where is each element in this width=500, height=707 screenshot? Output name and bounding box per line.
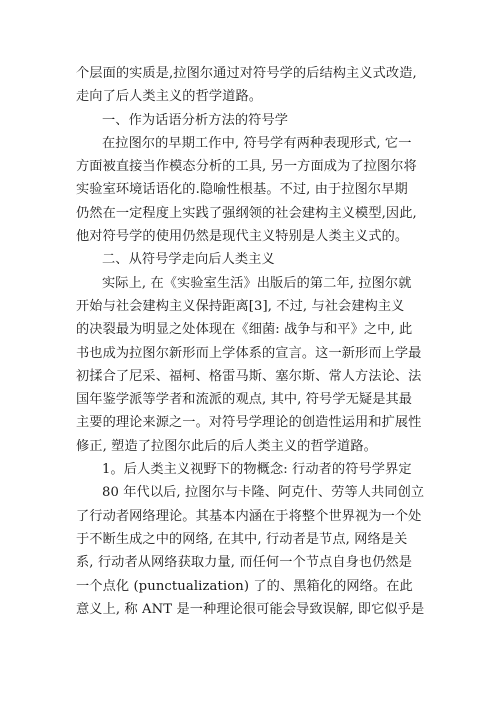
section-heading: 一、作为话语分析方法的符号学 xyxy=(102,112,289,128)
paragraph-line: 于不断生成之中的网络, 在其中, 行动者是节点, 网络是关 xyxy=(76,531,408,547)
paragraph-line: 的决裂最为明显之处体现在《细菌: 战争与和平》之中, 此 xyxy=(76,322,413,338)
paragraph-line: 个层面的实质是,拉图尔通过对符号学的后结构主义式改造, xyxy=(76,66,417,81)
paragraph-line: 实际上, 在《实验室生活》出版后的第二年, 拉图尔就 xyxy=(102,275,412,291)
paragraph-line: 意义上, 称 ANT 是一种理论很可能会导致误解, 即它似乎是 xyxy=(76,601,425,617)
paragraph-line: 实验室环境话语化的.隐喻性根基。不过, 由于拉图尔早期 xyxy=(76,182,408,198)
paragraph-line: 书也成为拉图尔新形而上学体系的宣言。这一新形而上学最 xyxy=(76,345,422,361)
paragraph-line: 80 年代以后, 拉图尔与卡隆、阿克什、劳等人共同创立 xyxy=(102,485,425,501)
paragraph-line: 修正, 塑造了拉图尔此后的后人类主义的哲学道路。 xyxy=(76,438,377,454)
document-page xyxy=(76,62,432,621)
paragraph-line: 系, 行动者从网络获取力量, 而任何一个节点自身也仍然是 xyxy=(76,555,413,571)
paragraph-line: 主要的理论来源之一。对符号学理论的创造性运用和扩展性 xyxy=(76,415,422,431)
paragraph-line: 仍然在一定程度上实践了强纲领的社会建构主义模型,因此, xyxy=(76,205,417,221)
paragraph-line: 在拉图尔的早期工作中, 符号学有两种表现形式, 它一 xyxy=(102,135,412,151)
paragraph-line: 他对符号学的使用仍然是现代主义特别是人类主义式的。 xyxy=(76,229,409,245)
paragraph-line: 国年鉴学派等学者和流派的观点, 其中, 符号学无疑是其最 xyxy=(76,392,413,408)
paragraph-line: 开始与社会建构主义保持距离[3], 不过, 与社会建构主义 xyxy=(76,298,405,314)
paragraph-line: 一个点化 (punctualization) 了的、黑箱化的网络。在此 xyxy=(76,578,413,594)
section-heading: 1。后人类主义视野下的物概念: 行动者的符号学界定 xyxy=(102,462,412,478)
paragraph-line: 了行动者网络理论。其基本内涵在于将整个世界视为一个处 xyxy=(76,508,422,524)
paragraph-line: 方面被直接当作模态分析的工具, 另一方面成为了拉图尔将 xyxy=(76,159,417,175)
paragraph-line: 初揉合了尼采、福柯、格雷马斯、塞尔斯、常人方法论、法 xyxy=(76,368,422,384)
paragraph-line: 走向了后人类主义的哲学道路。 xyxy=(76,89,263,105)
section-heading: 二、从符号学走向后人类主义 xyxy=(102,252,275,268)
